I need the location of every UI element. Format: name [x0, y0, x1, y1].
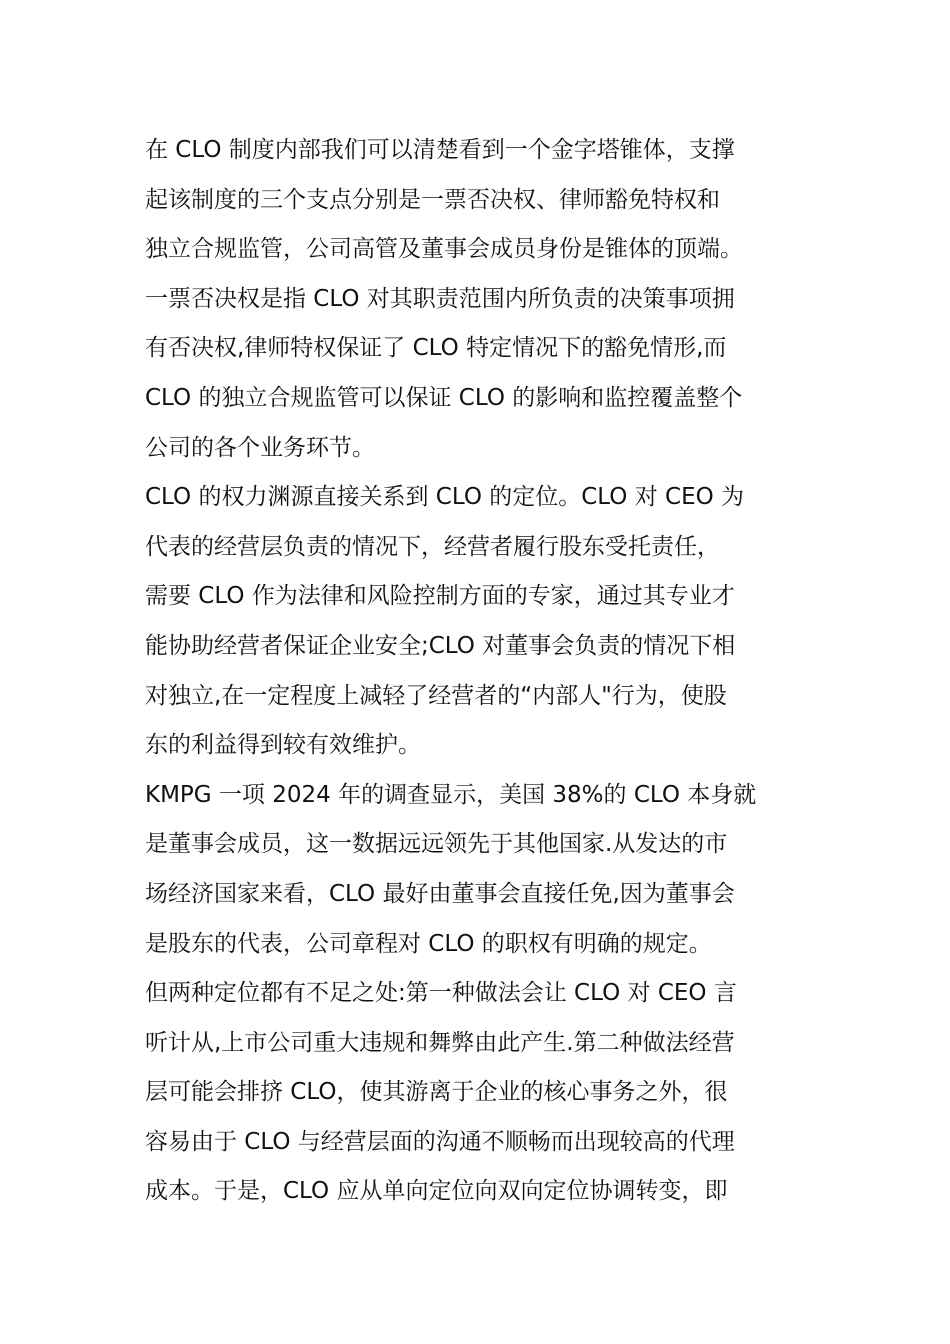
- text-line: 一票否决权是指 CLO 对其职责范围内所负责的决策事项拥: [145, 285, 735, 312]
- text-line: 在 CLO 制度内部我们可以清楚看到一个金字塔锥体，支撑: [145, 137, 735, 163]
- text-line: 有否决权,律师特权保证了 CLO 特定情况下的豁免情形,而: [145, 335, 727, 362]
- paragraph-kmpg-survey: [145, 771, 810, 969]
- text-line: 对独立,在一定程度上减轻了经营者的“内部人"行为，使股: [145, 682, 727, 709]
- text-line: KMPG 一项 2024 年的调查显示，美国 38%的 CLO 本身就: [145, 781, 757, 808]
- text-line: 公司的各个业务环节。: [145, 434, 375, 461]
- text-line: 是股东的代表，公司章程对 CLO 的职权有明确的规定。: [145, 930, 712, 957]
- text-line: CLO 的权力渊源直接关系到 CLO 的定位。CLO 对 CEO 为: [145, 484, 745, 511]
- paragraph-clo-pyramid: [145, 126, 810, 275]
- text-line: 成本。于是，CLO 应从单向定位向双向定位协调转变，即: [145, 1178, 728, 1205]
- text-line: 听计从,上市公司重大违规和舞弊由此产生.第二种做法经营: [145, 1029, 735, 1056]
- paragraph-positioning-shortcomings: [145, 969, 810, 1217]
- text-line: 代表的经营层负责的情况下，经营者履行股东受托责任，: [145, 533, 720, 560]
- text-line: 东的利益得到较有效维护。: [145, 732, 421, 759]
- text-line: 起该制度的三个支点分别是一票否决权、律师豁免特权和: [145, 186, 720, 213]
- paragraph-power-source: [145, 473, 810, 771]
- paragraph-veto-power: [145, 275, 810, 473]
- text-line: 需要 CLO 作为法律和风险控制方面的专家，通过其专业才: [145, 583, 735, 610]
- text-line: CLO 的独立合规监管可以保证 CLO 的影响和监控覆盖整个: [145, 384, 743, 411]
- text-line: 是董事会成员，这一数据远远领先于其他国家.从发达的市: [145, 831, 728, 858]
- text-line: 但两种定位都有不足之处:第一种做法会让 CLO 对 CEO 言: [145, 980, 737, 1007]
- text-line: 独立合规监管，公司高管及董事会成员身份是锥体的顶端。: [145, 236, 743, 263]
- text-line: 层可能会排挤 CLO，使其游离于企业的核心事务之外，很: [145, 1079, 728, 1106]
- document-body: [145, 126, 810, 1217]
- text-line: 容易由于 CLO 与经营层面的沟通不顺畅而出现较高的代理: [145, 1128, 735, 1155]
- text-line: 场经济国家来看，CLO 最好由董事会直接任免,因为董事会: [145, 880, 735, 907]
- text-line: 能协助经营者保证企业安全;CLO 对董事会负责的情况下相: [145, 632, 736, 659]
